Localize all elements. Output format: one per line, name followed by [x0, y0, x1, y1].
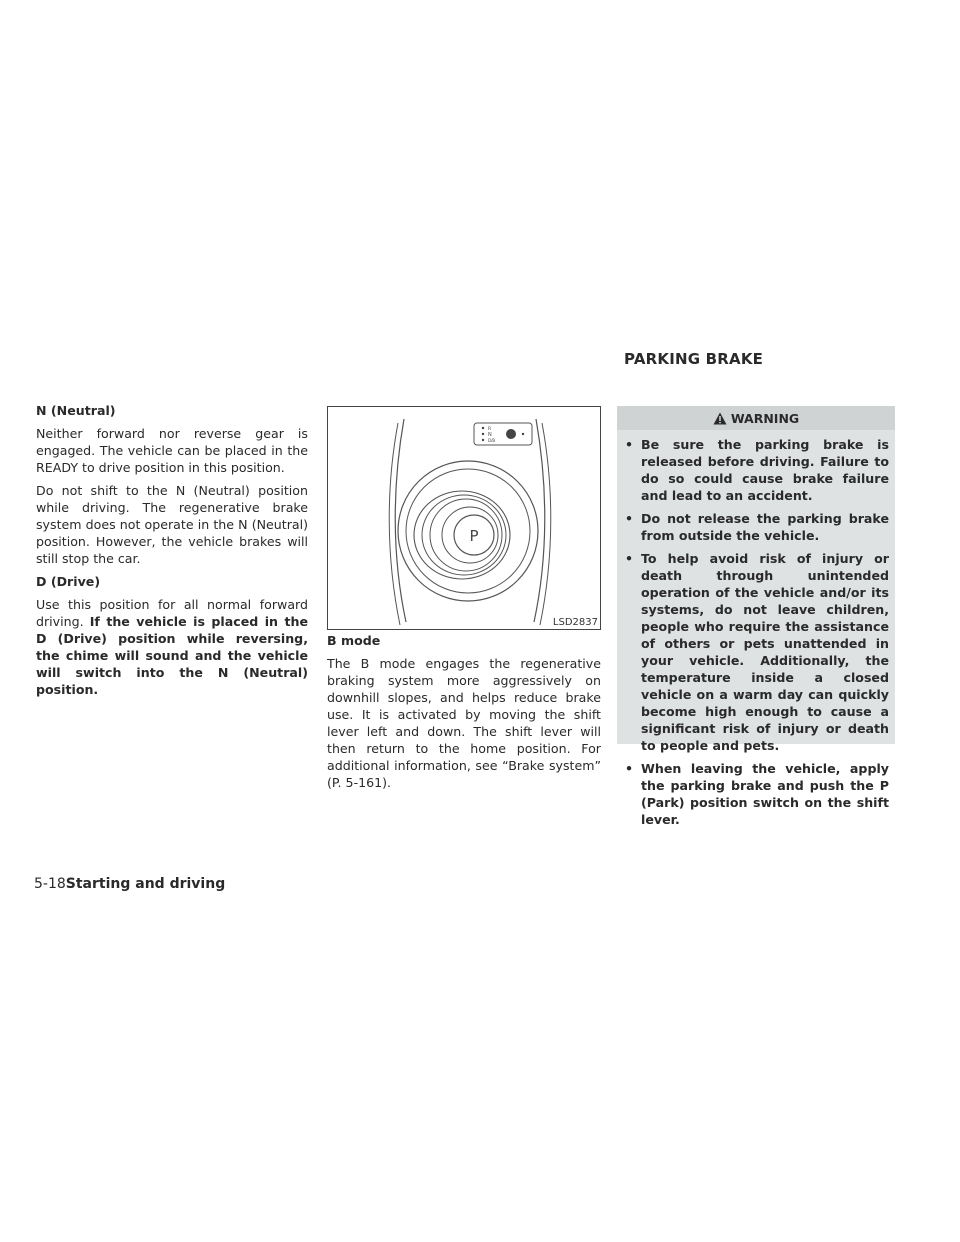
- warning-item: • Do not release the parking brake from outside the vehicle.: [625, 511, 889, 543]
- neutral-paragraph-1: Neither forward nor reverse gear is engaged. The vehicle can be placed in the READY to drive position in this position.: [36, 426, 308, 475]
- warning-item: • Be sure the parking brake is released before driving. Failure to do so could cause brake failure and lead to an accident.: [625, 437, 889, 503]
- warning-box: [617, 406, 895, 827]
- indicator-label-n: N: [488, 432, 492, 438]
- warning-item-text: When leaving the vehicle, apply the parking brake and push the P (Park) position switch on the shift lever.: [641, 761, 889, 827]
- warning-title: WARNING: [730, 410, 800, 426]
- middle-column: [327, 632, 601, 797]
- warning-triangle-icon: [713, 412, 727, 425]
- warning-item: • To help avoid risk of injury or death through unintended operation of the vehicle and/or its systems, do not leave children, people who require the assistance of others or pets unattended in your vehicle. Additionally, the temperature inside a closed vehicle on a warm day can quickly become high enough to cause a significant risk of injury or death to people and pets.: [625, 551, 889, 753]
- console-left-edge: [395, 419, 406, 622]
- indicator-label-r: R: [488, 427, 492, 432]
- drive-caution-text: If the vehicle is placed in the D (Drive) position while reversing, the chime will sound and the vehicle will switch into the N (Neutral) position.: [36, 614, 308, 697]
- bmode-paragraph: The B mode engages the regenerative braking system more aggressively on downhill slopes, and helps reduce brake use. It is activated by moving the shift lever left and down. The shift lever will then return to the home position. For additional information, see “Brake system” (P. 5-161).: [327, 656, 601, 790]
- warning-item: • When leaving the vehicle, apply the parking brake and push the P (Park) position switch on the shift lever.: [625, 761, 889, 827]
- indicator-dot: [482, 427, 484, 429]
- indicator-dot: [482, 433, 484, 435]
- drive-text: Use this position for all normal forward driving.: [36, 597, 308, 629]
- neutral-heading: N (Neutral): [36, 403, 116, 418]
- warning-list: [617, 436, 895, 828]
- page-number: 5-18: [34, 876, 66, 892]
- indicator-dot: [522, 433, 524, 435]
- park-indicator-lamp: [506, 429, 516, 439]
- warning-item-text: Be sure the parking brake is released before driving. Failure to do so could cause brake failure and lead to an accident.: [641, 437, 889, 503]
- bmode-heading: B mode: [327, 633, 381, 648]
- indicator-dot: [482, 439, 484, 441]
- console-right-edge: [534, 419, 545, 622]
- figure-code: LSD2837: [550, 617, 600, 629]
- indicator-label-db: D/B: [488, 438, 496, 443]
- page-footer: [34, 876, 225, 892]
- warning-item-text: Do not release the parking brake from outside the vehicle.: [641, 511, 889, 543]
- section-title: PARKING BRAKE: [624, 350, 764, 368]
- shift-lever-illustration: [328, 407, 600, 629]
- warning-header: [617, 406, 895, 430]
- drive-paragraph: [36, 596, 308, 698]
- warning-item-text: To help avoid risk of injury or death through unintended operation of the vehicle and/or its systems, do not leave children, people who require the assistance of others or pets unattended in your vehicle. Additionally, the temperature inside a closed vehicle on a warm day can quickly become high enough to cause a significant risk of injury or death to people and pets.: [641, 551, 889, 753]
- left-column: [36, 402, 308, 704]
- neutral-paragraph-2: Do not shift to the N (Neutral) position while driving. The regenerative brake system does not operate in the N (Neutral) position. However, the vehicle brakes will still stop the car.: [36, 483, 308, 566]
- chapter-title: Starting and driving: [65, 876, 226, 892]
- park-button-label: P: [469, 527, 479, 545]
- shift-lever-figure: [327, 406, 601, 630]
- drive-heading: D (Drive): [36, 574, 101, 589]
